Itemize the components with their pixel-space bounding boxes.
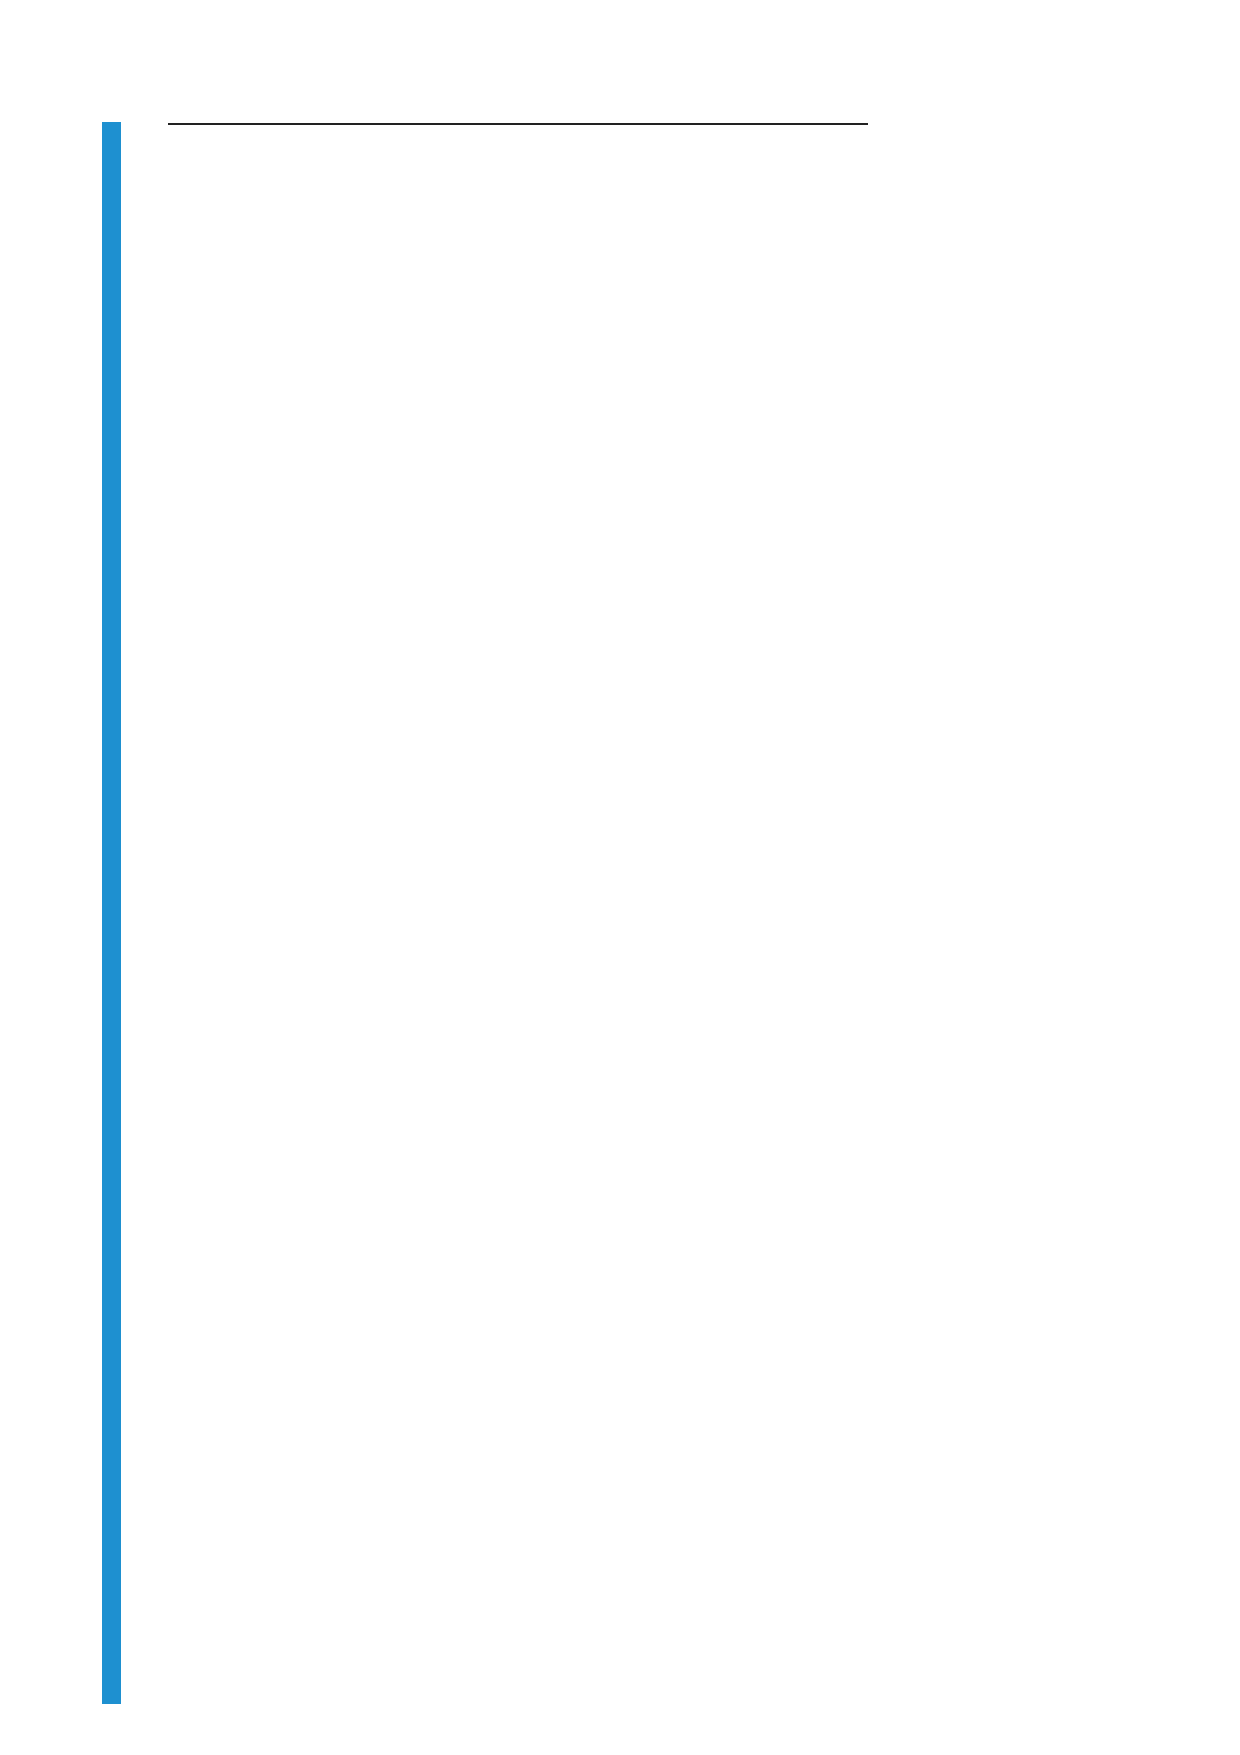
text-column bbox=[829, 1071, 1132, 1075]
article-columns bbox=[169, 1071, 1132, 1075]
header-rule bbox=[168, 123, 868, 125]
text-column bbox=[169, 1071, 472, 1075]
text-column bbox=[169, 355, 472, 357]
accent-bar bbox=[102, 122, 121, 1704]
text-column bbox=[829, 355, 1132, 357]
text-column bbox=[499, 355, 802, 357]
text-column bbox=[499, 1071, 802, 1075]
article-columns bbox=[169, 355, 1132, 357]
